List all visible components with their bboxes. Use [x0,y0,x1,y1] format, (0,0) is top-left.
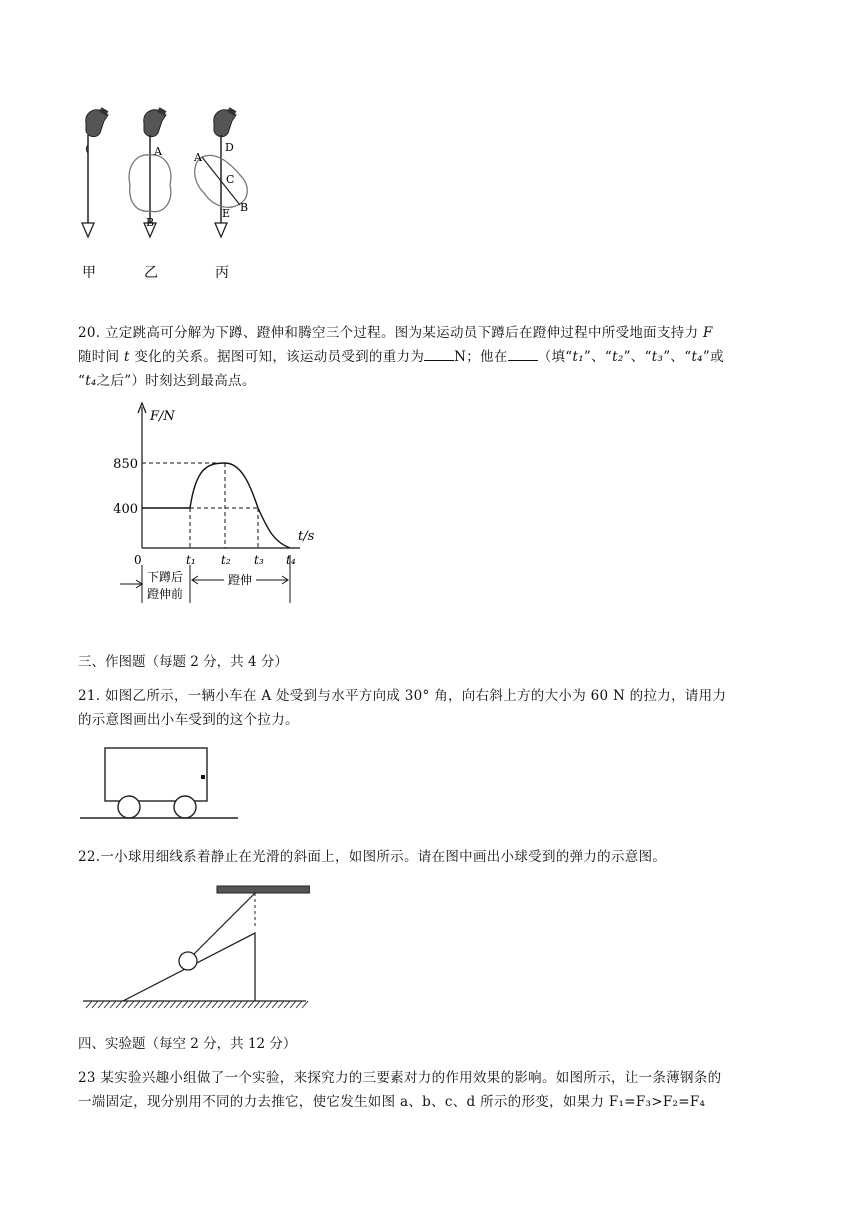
x-tick-label: t₂ [221,553,231,567]
hand-icon [86,107,109,136]
question-22: 22.一小球用细线系着静止在光滑的斜面上，如图所示。请在图中画出小球受到的弹力的示意图。 [78,849,667,865]
point-label: E [222,207,231,220]
phase-label-before-2: 蹬伸前 [147,587,184,601]
hatch-line [272,1001,278,1008]
separator: ”、“ [663,349,692,365]
hatch-line [302,1001,308,1008]
section-3-title: 三、作图题（每题 2 分，共 4 分） [78,654,288,670]
question-23-line-2: 一端固定，现分别用不同的力去推它，使它发生如图 a、b、c、d 所示的形变，如果力 F₁=F₃>F₂=F₄ [78,1094,706,1110]
hatch-line [278,1001,284,1008]
hatch-line [200,1001,206,1008]
hatch-line [254,1001,260,1008]
figure-caption-bing: 丙 [215,265,229,281]
y-tick-label: 850 [113,457,138,472]
question-20-line-2 [78,345,790,369]
question-text: N；他在 [454,349,508,365]
hatch-line [140,1001,146,1008]
y-tick-label: 400 [113,502,138,517]
hatch-line [206,1001,212,1008]
hatch-line [194,1001,200,1008]
cart-wheel [118,796,140,818]
option-t1: t₁ [572,349,584,365]
hatch-line [104,1001,110,1008]
variable-F: F [702,325,713,341]
point-label: D [225,141,234,154]
hatch-line [146,1001,152,1008]
question-23 [78,1066,790,1114]
question-21-line-2: 的示意图画出小车受到的这个拉力。 [78,712,299,728]
question-20-line-1 [78,321,790,345]
option-t4: t₄ [691,349,703,365]
question-text: ”或 [702,349,724,365]
point-label: A [194,151,202,164]
hatch-line [182,1001,188,1008]
y-axis-label: F/N [150,409,175,424]
hatch-line [224,1001,230,1008]
hatch-line [284,1001,290,1008]
cart-wheel [174,796,196,818]
question-text: （填“ [537,349,573,365]
hatch-line [128,1001,134,1008]
answer-blank[interactable] [508,346,538,361]
x-tick-label: 0 [134,553,142,567]
phase-label-before-1: 下蹲后 [147,570,184,584]
hatch-line [152,1001,158,1008]
x-tick-label: t₄ [286,553,296,567]
question-23-line-1: 23 某实验兴趣小组做了一个实验，来探究力的三要素对力的作用效果的影响。如图所示，让一条薄钢条的 [78,1070,722,1086]
variable-t: t [124,349,130,365]
question-text: 立定跳高可分解为下蹲、蹬伸和腾空三个过程。图为某运动员下蹲后在蹬伸过程中所受地面支持力 [104,325,699,341]
hatch-line [110,1001,116,1008]
hatch-line [230,1001,236,1008]
point-label: B [240,201,249,214]
question-20 [78,321,790,393]
figure-caption-yi: 乙 [144,265,158,281]
hatch-line [122,1001,128,1008]
hand-icon [214,107,237,136]
hatch-line [176,1001,182,1008]
hatch-line [134,1001,140,1008]
x-tick-label: t₁ [186,553,196,567]
ground-hatching [86,1001,308,1008]
figure-caption-jia: 甲 [82,265,96,281]
hatch-line [260,1001,266,1008]
separator: ”、“ [623,349,652,365]
hatch-line [170,1001,176,1008]
answer-blank[interactable] [424,346,454,361]
hatch-line [290,1001,296,1008]
hatch-line [86,1001,92,1008]
question-number: 20. [78,325,101,341]
hatch-line [98,1001,104,1008]
hatch-line [116,1001,122,1008]
question-20-line-3 [78,369,790,393]
point-label: B [146,216,155,229]
question-text: 随时间 [78,349,120,365]
phase-label-push: 蹬伸 [228,573,253,587]
question-text: 变化的关系。据图可知，该运动员受到的重力为 [134,349,425,365]
question-21 [78,684,790,732]
option-t2: t₂ [612,349,624,365]
hatch-line [188,1001,194,1008]
point-label: A [154,145,162,158]
question-text: “ [78,373,86,389]
ceiling-bar [217,886,310,893]
hand-icon [144,107,167,136]
incline-diagram [78,880,310,1012]
option-t4-after: t₄ [85,373,97,389]
force-curve [142,463,290,548]
separator: ”、“ [583,349,613,365]
hatch-line [92,1001,98,1008]
cart-diagram [78,740,240,824]
hatch-line [212,1001,218,1008]
point-label: C [226,173,235,186]
x-tick-label: t₃ [254,553,264,567]
hatch-line [164,1001,170,1008]
hatch-line [158,1001,164,1008]
hatch-line [242,1001,248,1008]
figure-19-diagram [70,105,270,285]
x-axis-label: t/s [298,529,315,544]
question-text: 之后”）时刻达到最高点。 [96,373,256,389]
hatch-line [236,1001,242,1008]
string-line [192,893,255,956]
hatch-line [266,1001,272,1008]
force-time-chart [100,395,340,610]
cart-body [105,748,207,801]
question-21-line-1: 21. 如图乙所示，一辆小车在 A 处受到与水平方向成 30° 角，向右斜上方的大小为 60 N 的拉力，请用力 [78,688,727,704]
option-t3: t₃ [651,349,664,365]
section-4-title: 四、实验题（每空 2 分，共 12 分） [78,1036,297,1052]
hatch-line [296,1001,302,1008]
hatch-line [248,1001,254,1008]
point-A-marker [201,775,205,779]
ball [179,952,197,970]
hatch-line [218,1001,224,1008]
